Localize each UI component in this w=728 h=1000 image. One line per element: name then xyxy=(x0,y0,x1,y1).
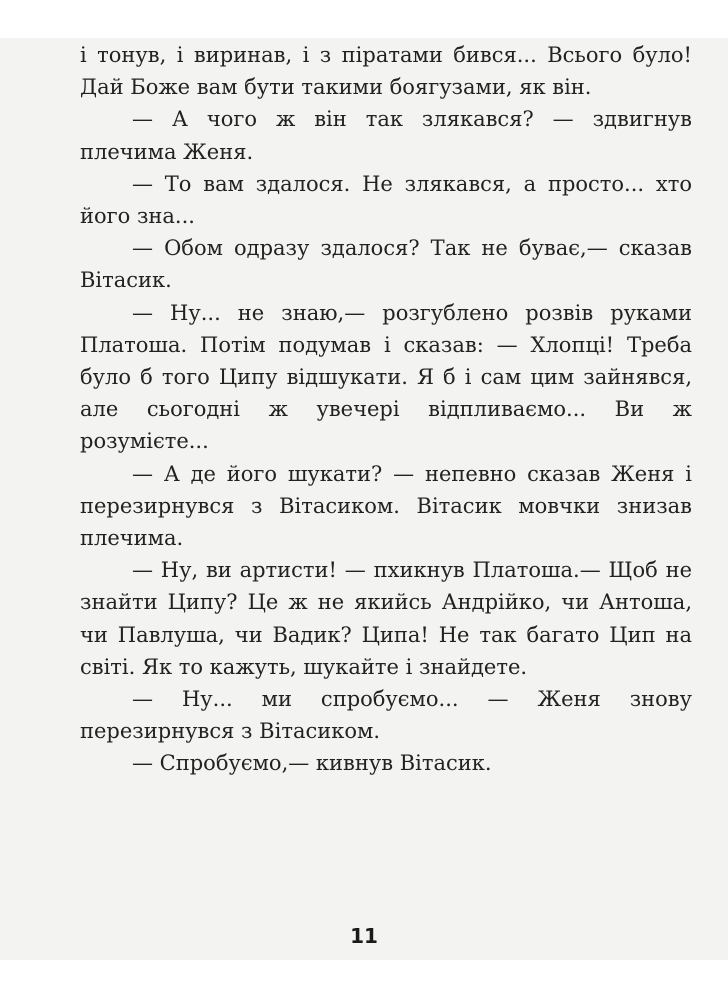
page-text xyxy=(80,39,692,780)
paragraph-dialogue: — Спробуємо,— кивнув Вітасик. xyxy=(132,751,492,776)
paragraph-dialogue: — То вам здалося. Не злякався, а просто... хто його зна... xyxy=(80,171,692,229)
paragraph-dialogue: — Ну, ви артисти! — пхикнув Платоша.— Щоб не знайти Ципу? Це ж не якийсь Андрійко, чи Антоша, чи Павлуша, чи Вадик? Ципа! Не так багато Цип на світі. Як то кажуть, шукайте і знайдете. xyxy=(80,558,692,679)
book-page xyxy=(0,38,728,960)
paragraph-continuation: і тонув, і виринав, і з піратами бився... Всього було! Дай Боже вам бути такими боягузами, як він. xyxy=(80,43,692,100)
paragraph-dialogue: — Ну... ми спробуємо... — Женя знову перезирнувся з Вітасиком. xyxy=(80,687,692,744)
paragraph-dialogue: — А чого ж він так злякався? — здвигнув плечима Женя. xyxy=(80,107,692,164)
paragraph-dialogue: — Обом одразу здалося? Так не буває,— сказав Вітасик. xyxy=(80,236,692,293)
page-number: 11 xyxy=(350,924,378,948)
paragraph-dialogue: — А де його шукати? — непевно сказав Женя і перезирнувся з Вітасиком. Вітасик мовчки знизав плечима. xyxy=(80,461,692,551)
paragraph-dialogue: — Ну... не знаю,— розгублено розвів руками Платоша. Потім подумав і сказав: — Хлопці! Треба було б того Ципу відшукати. Я б і сам цим зайнявся, але сьогодні ж увечері відпливаємо... Ви ж розумієте... xyxy=(80,300,692,454)
